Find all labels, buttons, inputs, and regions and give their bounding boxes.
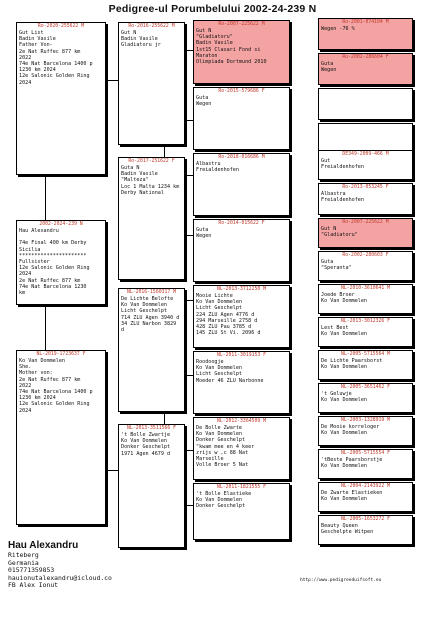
connector-line bbox=[164, 412, 165, 424]
connector-line bbox=[185, 120, 193, 121]
gen4-card-11[interactable] bbox=[318, 350, 413, 380]
connector-line bbox=[185, 235, 193, 236]
bird-details: Guta Wegen bbox=[196, 227, 212, 240]
connector-line bbox=[185, 375, 193, 376]
ring-number: NL-2003-1328919 M bbox=[340, 418, 391, 423]
ring-number: Ro-2020-255622 M bbox=[37, 24, 85, 29]
bird-details: Guta Wegen bbox=[196, 95, 212, 108]
gen4-card-14[interactable] bbox=[318, 449, 413, 479]
connector-line bbox=[45, 175, 46, 220]
bird-details: Gut List Badin Vasile Father Von- 2e Nat Ruffec 877 km 2022 74e Nat Barcelona 1400 p 1230 km 2024 12e Salonic Golden Ring 2024 bbox=[19, 30, 93, 86]
ring-number: NL-2019-1723637 F bbox=[36, 352, 86, 357]
gen3-card-6[interactable] bbox=[193, 351, 290, 414]
ring-number: NL-2016-1560317 M bbox=[126, 290, 177, 295]
ring-number: NL-2005-1653272 F bbox=[340, 517, 391, 522]
connector-line bbox=[185, 300, 193, 301]
ring-number: Ro-2017-251622 F bbox=[128, 159, 175, 164]
gen3-card-2[interactable] bbox=[193, 87, 290, 150]
sire-sire-card[interactable] bbox=[118, 22, 185, 145]
ring-number: NL-2010-3610641 M bbox=[340, 286, 391, 291]
ring-number: NL-2012-3364509 M bbox=[216, 419, 267, 424]
bird-details: Gut N Badin Vasile Gladiatoru jr bbox=[121, 30, 161, 49]
ring-number: NL-2013-3712250 M bbox=[216, 287, 267, 292]
bird-details: De Zwarte Elastieken Ko Van Dommelen bbox=[321, 490, 383, 503]
page-title: Pedigree-ul Porumbelului 2002-24-239 N bbox=[108, 3, 317, 15]
dam-dam-card[interactable] bbox=[118, 424, 185, 548]
gen3-card-4[interactable] bbox=[193, 219, 290, 282]
gen4-card-15[interactable] bbox=[318, 482, 413, 512]
breeder-city: Riteberg bbox=[8, 551, 39, 559]
ring-number: Ro-2014-015622 F bbox=[218, 221, 265, 226]
gen4-card-1[interactable] bbox=[318, 18, 413, 50]
ring-number: Ro-2018-016686 M bbox=[218, 155, 265, 160]
bird-details: Gut N "Gladiatoru" Badin Vasile 1st15 Clasari Fond si Maraton Olimpiada Dortmund 2010 bbox=[196, 28, 267, 66]
bird-details: Hau Alexandru 74e Final 400 km Derby Sicilia ********************** Fullsister 12e Salonic Golden Ring 2024 2e Nat Ruffec 877 km 74e Nat Barcelona 1230 km bbox=[19, 228, 90, 297]
gen4-card-5[interactable] bbox=[318, 150, 413, 180]
bird-details: Lest Best Ko Van Dommelen bbox=[321, 325, 368, 338]
ring-number: NL-2005-3651462 F bbox=[340, 385, 391, 390]
sire-card[interactable] bbox=[16, 22, 106, 175]
breeder-social: FB Alex Ionut bbox=[8, 581, 59, 590]
ring-number: DE349-2009-466 M bbox=[342, 152, 389, 157]
ring-number: Ro-2002-286604 F bbox=[342, 55, 389, 60]
bird-details: De Bolle Zwarte Ko Van Dommelen Donker Geschelpt "kwam mee en 4 keer zrijs w ,c 88 Nat Marseille Volle Broer 5 Nat bbox=[196, 425, 255, 469]
ring-number: NL-2013-3012326 F bbox=[340, 319, 391, 324]
connector-line bbox=[185, 50, 193, 51]
bird-details: Gut Freialdenhofen bbox=[321, 158, 364, 171]
bird-details: Guta "Speranta" bbox=[321, 259, 352, 272]
gen3-card-1[interactable] bbox=[193, 20, 290, 84]
breeder-phone: 015771359853 bbox=[8, 566, 55, 575]
breeder-info bbox=[8, 540, 112, 590]
bird-details: Guta Wegen bbox=[321, 61, 337, 74]
bird-details: 't Bolle Elastieke Ko Van Dommelen Donker Geschelpt bbox=[196, 491, 252, 510]
ring-number: NL-2005-5715554 F bbox=[340, 451, 391, 456]
connector-line bbox=[164, 145, 165, 157]
ring-number: NL-2004-2143922 M bbox=[340, 484, 391, 489]
gen4-card-2[interactable] bbox=[318, 53, 413, 85]
ring-number: Ro-2016-255622 M bbox=[128, 24, 175, 29]
bird-details: Joede Broer Ko Van Dommelen bbox=[321, 292, 368, 305]
ring-number: NL-2013-3511566 F bbox=[126, 426, 177, 431]
ring-number: Ro-2002-280603 F bbox=[342, 253, 389, 258]
gen4-card-7[interactable] bbox=[318, 218, 413, 248]
gen3-card-5[interactable] bbox=[193, 285, 290, 348]
website-link[interactable]: http://www.pedigreeduifsoft.eu bbox=[300, 578, 382, 583]
gen4-card-10[interactable] bbox=[318, 317, 413, 347]
gen4-card-16[interactable] bbox=[318, 515, 413, 545]
gen3-card-8[interactable] bbox=[193, 483, 290, 540]
gen4-card-8[interactable] bbox=[318, 251, 413, 281]
connector-line bbox=[106, 80, 118, 81]
ring-number: NL-2005-5715564 M bbox=[340, 352, 391, 357]
bird-details: Mooie Lichte Ko Van Dommelen Licht Geschelpt 224 ZLU Agen 4776 d 294 Marseille 2758 d 428 ZLU Pau 3785 d 145 ZLU St Vi. 2096 d bbox=[196, 293, 261, 337]
bird-details: 't Geluwje Ko Van Dommelen bbox=[321, 391, 368, 404]
bird-details: Gut N "Gladiatoru" bbox=[321, 226, 358, 239]
bird-details: Wegen -76 % bbox=[321, 26, 355, 32]
ring-number: 2002-2024-239 N bbox=[39, 222, 83, 227]
breeder-country: Germania bbox=[8, 558, 39, 567]
ring-number: Ro-2001-074104 M bbox=[342, 20, 389, 25]
ring-number: Ro-2013-053245 F bbox=[342, 185, 389, 190]
bird-details: Guta N Badin Vasile "Malteza" Loc 1 Malta 1234 km Derby National bbox=[121, 165, 180, 196]
ring-number: Ro-2015-579686 F bbox=[218, 89, 265, 94]
ring-number: NL-2011-3019153 F bbox=[216, 353, 267, 358]
sire-dam-card[interactable] bbox=[118, 157, 185, 280]
gen4-card-12[interactable] bbox=[318, 383, 413, 413]
gen4-card-9[interactable] bbox=[318, 284, 413, 314]
bird-details: 'tBeste Paarsborstje Ko Van Dommelen bbox=[321, 457, 383, 470]
connector-line bbox=[45, 305, 46, 350]
connector-line bbox=[185, 505, 193, 506]
dam-card[interactable] bbox=[16, 350, 106, 525]
gen3-card-3[interactable] bbox=[193, 153, 290, 216]
ring-number: Ro-2007-225622 M bbox=[342, 220, 389, 225]
ring-number: Ro-2007-225622 M bbox=[218, 22, 265, 27]
ring-number: NL-2011-1821555 F bbox=[216, 485, 267, 490]
gen4-card-6[interactable] bbox=[318, 183, 413, 215]
breeder-email[interactable]: hauionutalexandru@icloud.co bbox=[8, 573, 112, 582]
gen4-card-13[interactable] bbox=[318, 416, 413, 446]
bird-details: Albastra Freialdenhofen bbox=[321, 191, 364, 204]
connector-line bbox=[185, 175, 193, 176]
subject-card[interactable] bbox=[16, 220, 106, 305]
bird-details: De Mooie korreloger Ko Van Dommelen bbox=[321, 424, 380, 437]
connector-line bbox=[185, 450, 193, 451]
bird-details: Beauty Queen Geschelpte Witpen bbox=[321, 523, 374, 536]
gen4-card-3[interactable] bbox=[318, 88, 413, 120]
bird-details: De Lichte Paarsborst Ko Van Dommelen bbox=[321, 358, 383, 371]
breeder-name: Hau Alexandru bbox=[8, 540, 79, 551]
connector-line bbox=[106, 470, 118, 471]
bird-details: Roodoogje Ko Van Dommelen Licht Geschelpt Moeder 46 ZLU Narbonne bbox=[196, 359, 264, 384]
bird-details: 't Bolle Zwartje Ko Van Dommelen Donker Geschelpt 1971 Agen 4679 d bbox=[121, 432, 171, 457]
dam-sire-card[interactable] bbox=[118, 288, 185, 412]
gen3-card-7[interactable] bbox=[193, 417, 290, 480]
bird-details: De Lichte Belofte Ko Van Dommelen Licht Geschelpt 714 ZLU Agen 3940 d 34 ZLU Narbon 3829 d bbox=[121, 296, 180, 334]
bird-details: Ko Van Dommelen She. Mother von: 2e Nat Ruffec 877 km 2022 74e Nat Barcelona 1400 p 1230 km 2024 12e Salonic Golden Ring 2024 bbox=[19, 358, 93, 414]
bird-details: Albastru Freialdenhofen bbox=[196, 161, 239, 174]
